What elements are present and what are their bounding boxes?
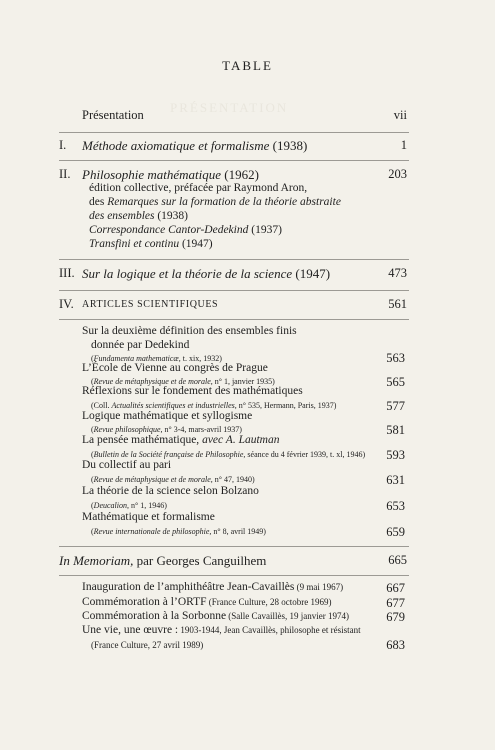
memoriam-item (82, 624, 361, 636)
article-page: 565 (386, 375, 405, 389)
article-title: Réflexions sur le fondement des mathématiques (82, 385, 303, 397)
article-title: Sur la deuxième définition des ensembles finis (82, 325, 297, 337)
source-detail: , n° 47, 1940) (210, 475, 255, 484)
detail-text: (1938) (154, 210, 189, 222)
section-year: (1962) (224, 167, 259, 182)
article-source: (Revue internationale de philosophie, n° 8, avril 1949) (91, 527, 266, 536)
memoriam-item-title: Commémoration à l’ORTF (82, 596, 207, 608)
memoriam-item-note: (9 mai 1967) (294, 582, 344, 592)
section-2-detail (89, 210, 188, 222)
article-source (91, 401, 336, 410)
article-source: (Bulletin de la Société française de Philosophie, séance du 4 février 1939, t. xl, 1946) (91, 450, 366, 459)
article-coauthor: avec A. Lautman (202, 434, 280, 446)
memoriam-item-source: (France Culture, 27 avril 1989) (91, 640, 204, 650)
section-2-detail (89, 238, 213, 250)
section-number: III. (59, 266, 75, 280)
detail-title: des ensembles (89, 210, 155, 222)
section-title: ARTICLES SCIENTIFIQUES (82, 299, 219, 310)
article-page: 659 (386, 525, 405, 539)
source-detail: , n° 8, avril 1949) (209, 527, 266, 536)
article-title: Du collectif au pari (82, 459, 172, 471)
memoriam-item-note: (France Culture, 28 octobre 1969) (206, 597, 332, 607)
source-detail: , séance du 4 février 1939, t. xl, 1946) (243, 450, 366, 459)
section-year: (1938) (272, 138, 308, 153)
detail-title: Correspondance Cantor-Dedekind (89, 224, 249, 236)
article-title: Logique mathématique et syllogisme (82, 410, 253, 422)
article-title: L’École de Vienne au congrès de Prague (82, 362, 268, 374)
source-detail: , n° 1, janvier 1935) (210, 377, 275, 386)
section-page: 561 (388, 297, 407, 311)
source-journal: Bulletin de la Société française de Philosophie (93, 450, 244, 459)
section-title: Sur la logique et la théorie de la science (82, 266, 293, 281)
source-journal: Actualités scientifiques et industrielles (111, 401, 235, 410)
bleed-through-text: PRÉSENTATION (170, 100, 289, 115)
section-title: Philosophie mathématique (82, 167, 222, 182)
memoriam-page: 665 (388, 553, 407, 567)
divider (59, 132, 409, 133)
section-year: (1947) (295, 266, 331, 281)
memoriam-item-page: 667 (386, 581, 405, 595)
source-journal: Revue de métaphysique et de morale (93, 377, 211, 386)
article-title: La théorie de la science selon Bolzano (82, 485, 259, 497)
memoriam-item (82, 596, 332, 608)
source-detail: , n° 535, Hermann, Paris, 1937) (234, 401, 337, 410)
source-journal: Deucalion (93, 501, 127, 510)
memoriam-author: par Georges Canguilhem (133, 553, 267, 568)
detail-text: (1937) (248, 224, 282, 236)
section-page: 473 (388, 266, 407, 280)
section-2-detail (89, 224, 282, 236)
article-title: Mathématique et formalisme (82, 511, 215, 523)
source-journal: Revue internationale de philosophie (93, 527, 210, 536)
memoriam-item-note: 1903-1944, Jean Cavaillès, philosophe et résistant (178, 625, 361, 635)
section-number: II. (59, 167, 71, 181)
source-detail: , t. xix, 1932) (178, 354, 222, 363)
article-page: 563 (386, 351, 405, 365)
divider (59, 319, 409, 320)
source-journal: Fundamenta mathematicæ (93, 354, 179, 363)
memoriam-item-note: (Salle Cavaillès, 19 janvier 1974) (226, 611, 350, 621)
memoriam-item-page: 677 (386, 596, 405, 610)
divider (59, 259, 409, 260)
article-source: (Deucalion, n° 1, 1946) (91, 501, 167, 510)
section-page: 1 (400, 138, 407, 152)
memoriam-item (82, 581, 343, 593)
article-title (82, 434, 279, 446)
article-title: donnée par Dedekind (91, 339, 190, 351)
article-page: 593 (386, 448, 405, 462)
page-title: TABLE (222, 58, 273, 73)
toc-section-1 (82, 138, 307, 154)
memoriam-item (82, 610, 349, 622)
divider (59, 160, 409, 161)
section-number: IV. (59, 297, 74, 311)
article-source: (Revue de métaphysique et de morale, n° 1, janvier 1935) (91, 377, 275, 386)
memoriam-item-title: Commémoration à la Sorbonne (82, 610, 227, 622)
memoriam-item-page: 679 (386, 610, 405, 624)
source-prefix: (Coll. (91, 401, 112, 410)
source-detail: , n° 1, 1946) (127, 501, 167, 510)
source-journal: Revue philosophique (93, 425, 161, 434)
detail-title: Transfini et continu (89, 238, 180, 250)
toc-memoriam (59, 553, 266, 569)
detail-text: (1947) (179, 238, 213, 250)
divider (59, 575, 409, 576)
divider (59, 290, 409, 291)
memoriam-item-page: 683 (386, 638, 405, 652)
toc-presentation-label: Présentation (82, 108, 144, 122)
toc-section-3 (82, 266, 330, 282)
divider (59, 546, 409, 547)
article-source: (Revue de métaphysique et de morale, n° 47, 1940) (91, 475, 255, 484)
article-source: (Fundamenta mathematicæ, t. xix, 1932) (91, 354, 222, 363)
section-2-detail (89, 196, 341, 208)
article-page: 653 (386, 499, 405, 513)
article-page: 581 (386, 423, 405, 437)
section-title: Méthode axiomatique et formalisme (82, 138, 270, 153)
detail-title: Remarques sur la formation de la théorie abstraite (107, 196, 341, 208)
toc-section-2 (82, 167, 259, 183)
memoriam-title: In Memoriam, (59, 553, 134, 568)
article-page: 631 (386, 473, 405, 487)
section-number: I. (59, 138, 67, 152)
toc-presentation-page: vii (393, 108, 407, 122)
source-journal: Revue de métaphysique et de morale (93, 475, 211, 484)
section-page: 203 (388, 167, 407, 181)
article-page: 577 (386, 399, 405, 413)
memoriam-item-title: Inauguration de l’amphithéâtre Jean-Cavaillès (82, 581, 295, 593)
article-source: (Revue philosophique, n° 3-4, mars-avril 1937) (91, 425, 242, 434)
detail-text: des (89, 196, 108, 208)
memoriam-item-title: Une vie, une œuvre : (82, 624, 179, 636)
article-title-text: La pensée mathématique, (82, 434, 203, 446)
section-2-detail: édition collective, préfacée par Raymond Aron, (89, 182, 308, 194)
source-detail: , n° 3-4, mars-avril 1937) (160, 425, 242, 434)
